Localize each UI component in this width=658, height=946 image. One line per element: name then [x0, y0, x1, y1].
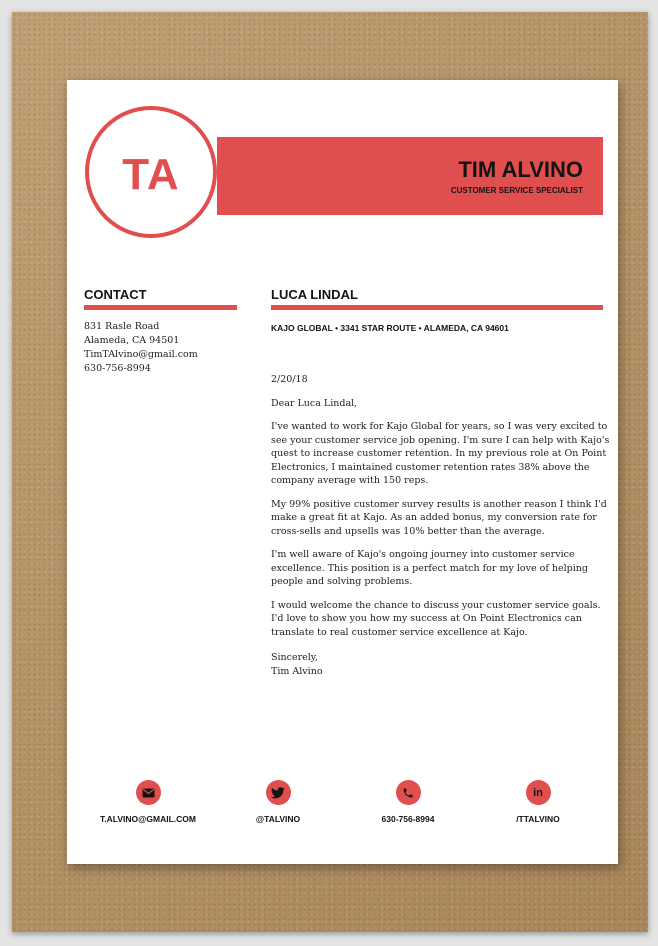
recipient-divider — [271, 305, 603, 310]
footer-linkedin[interactable] — [473, 780, 603, 824]
letter-paragraph: My 99% positive customer survey results is another reason I think I'd make a great fit at Kajo. As an added bonus, my conversion rate for cross-sells and upsells was 10% better than the average. — [271, 498, 607, 537]
cardboard-background — [12, 12, 648, 932]
letter-paragraph: I've wanted to work for Kajo Global for years, so I was very excited to see your customer service job opening. I'm sure I can help with Kajo's quest to increase customer retention. In my previous role at On Point Electronics, I maintained customer retention rates 38% above the company average with 150 reps. — [271, 421, 610, 486]
letter-body — [271, 373, 611, 678]
letter-paragraph: I'm well aware of Kajo's ongoing journey into customer service excellence. This position is a perfect match for my love of helping people and solving problems. — [271, 549, 588, 587]
phone-icon — [396, 780, 421, 805]
applicant-title: CUSTOMER SERVICE SPECIALIST — [450, 186, 583, 195]
monogram-initials: TA — [122, 150, 180, 199]
footer-phone-label: 630-756-8994 — [381, 814, 435, 824]
contact-divider — [84, 305, 237, 310]
contact-street: 831 Rasle Road — [84, 321, 160, 332]
mail-icon — [136, 780, 161, 805]
letter-signature: Tim Alvino — [271, 665, 323, 677]
recipient-address: KAJO GLOBAL • 3341 STAR ROUTE • ALAMEDA, CA 94601 — [271, 323, 509, 333]
contact-details — [84, 320, 198, 376]
contact-phone: 630-756-8994 — [84, 363, 151, 374]
contact-heading: CONTACT — [84, 287, 147, 302]
footer-email[interactable] — [83, 780, 213, 824]
letter-salutation: Dear Luca Lindal, — [271, 397, 358, 409]
monogram-circle — [85, 106, 217, 238]
footer-phone[interactable] — [343, 780, 473, 824]
name-banner — [217, 137, 603, 215]
footer-linkedin-label: /TTALVINO — [516, 814, 560, 824]
recipient-heading: LUCA LINDAL — [271, 287, 358, 302]
contact-city: Alameda, CA 94501 — [84, 335, 180, 346]
linkedin-icon: in — [526, 780, 551, 805]
letter-date: 2/20/18 — [271, 374, 308, 385]
footer-twitter-label: @TALVINO — [255, 814, 301, 824]
contact-email: TimTAlvino@gmail.com — [84, 349, 198, 360]
footer-email-label: T.ALVINO@GMAIL.COM — [100, 814, 196, 824]
cover-letter-page — [67, 80, 618, 864]
twitter-icon — [266, 780, 291, 805]
applicant-name: TIM ALVINO — [458, 157, 583, 182]
letter-closing: Sincerely, — [271, 652, 318, 663]
footer-twitter[interactable] — [213, 780, 343, 824]
letter-paragraph: I would welcome the chance to discuss your customer service goals. I'd love to show you how my success at On Point Electronics can translate to real customer service excellence at Kajo. — [271, 599, 601, 638]
